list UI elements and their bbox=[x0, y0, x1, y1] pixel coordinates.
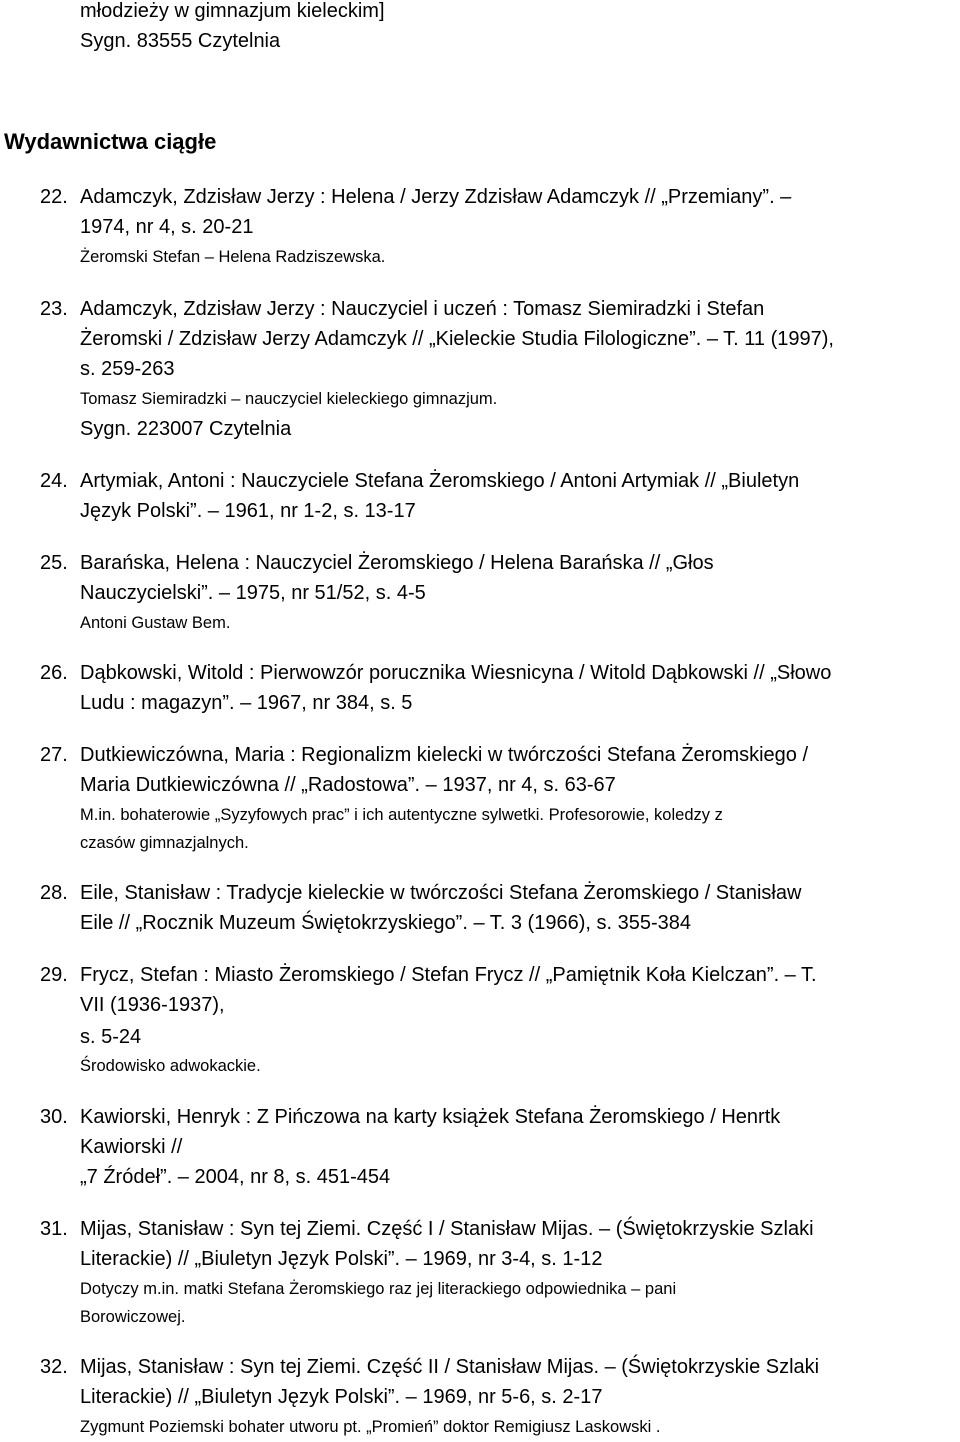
entry-note: Środowisko adwokackie. bbox=[80, 1057, 261, 1075]
entry-line: Adamczyk, Zdzisław Jerzy : Nauczyciel i uczeń : Tomasz Siemiradzki i Stefan bbox=[80, 298, 765, 320]
entry-note: M.in. bohaterowie „Syzyfowych prac” i ich autentyczne sylwetki. Profesorowie, koledzy z bbox=[80, 806, 723, 824]
entry-line: Artymiak, Antoni : Nauczyciele Stefana Żeromskiego / Antoni Artymiak // „Biuletyn bbox=[80, 470, 800, 492]
entry-line: 1974, nr 4, s. 20-21 bbox=[80, 216, 254, 238]
entry-number: 30. bbox=[40, 1106, 68, 1128]
entry-line: Literackie) // „Biuletyn Język Polski”. – 1969, nr 3-4, s. 1-12 bbox=[80, 1248, 603, 1270]
entry-line: „7 Źródeł”. – 2004, nr 8, s. 451-454 bbox=[80, 1166, 391, 1188]
entry-note: czasów gimnazjalnych. bbox=[80, 834, 249, 852]
entry-line: Mijas, Stanisław : Syn tej Ziemi. Część II / Stanisław Mijas. – (Świętokrzyskie Szlaki bbox=[80, 1356, 820, 1378]
entry-line: Żeromski / Zdzisław Jerzy Adamczyk // „Kieleckie Studia Filologiczne”. – T. 11 (1997), bbox=[80, 328, 834, 350]
entry-note: Borowiczowej. bbox=[80, 1308, 186, 1326]
entry-line: Nauczycielski”. – 1975, nr 51/52, s. 4-5 bbox=[80, 582, 426, 604]
intro-call-number: Sygn. 83555 Czytelnia bbox=[80, 30, 281, 52]
entry-number: 26. bbox=[40, 662, 68, 684]
entry-note: Tomasz Siemiradzki – nauczyciel kieleckiego gimnazjum. bbox=[80, 390, 498, 408]
section-title: Wydawnictwa ciągłe bbox=[4, 129, 217, 154]
entry-line: Literackie) // „Biuletyn Język Polski”. – 1969, nr 5-6, s. 2-17 bbox=[80, 1386, 603, 1408]
entry-call-number: Sygn. 223007 Czytelnia bbox=[80, 418, 292, 440]
intro-line: młodzieży w gimnazjum kieleckim] bbox=[80, 0, 385, 22]
entry-line: Barańska, Helena : Nauczyciel Żeromskiego / Helena Barańska // „Głos bbox=[80, 552, 714, 574]
entry-note: Antoni Gustaw Bem. bbox=[80, 614, 231, 632]
entry-line: Eile, Stanisław : Tradycje kieleckie w twórczości Stefana Żeromskiego / Stanisław bbox=[80, 882, 802, 904]
entry-number: 22. bbox=[40, 186, 68, 208]
entry-line: Frycz, Stefan : Miasto Żeromskiego / Stefan Frycz // „Pamiętnik Koła Kielczan”. – T. bbox=[80, 964, 817, 986]
entry-number: 25. bbox=[40, 552, 68, 574]
entry-line: Dąbkowski, Witold : Pierwowzór porucznika Wiesnicyna / Witold Dąbkowski // „Słowo bbox=[80, 662, 832, 684]
entry-line: Adamczyk, Zdzisław Jerzy : Helena / Jerzy Zdzisław Adamczyk // „Przemiany”. – bbox=[80, 186, 792, 208]
entry-line: s. 5-24 bbox=[80, 1026, 142, 1048]
entry-line: Kawiorski // bbox=[80, 1136, 183, 1158]
entry-number: 31. bbox=[40, 1218, 68, 1240]
entry-line: Eile // „Rocznik Muzeum Świętokrzyskiego”. – T. 3 (1966), s. 355-384 bbox=[80, 912, 691, 934]
entry-note: Dotyczy m.in. matki Stefana Żeromskiego raz jej literackiego odpowiednika – pani bbox=[80, 1280, 677, 1298]
entry-line: s. 259-263 bbox=[80, 358, 175, 380]
entry-number: 28. bbox=[40, 882, 68, 904]
entry-number: 23. bbox=[40, 298, 68, 320]
entry-number: 29. bbox=[40, 964, 68, 986]
entry-line: VII (1936-1937), bbox=[80, 994, 225, 1016]
entry-line: Kawiorski, Henryk : Z Pińczowa na karty książek Stefana Żeromskiego / Henrtk bbox=[80, 1106, 781, 1128]
entry-note: Zygmunt Poziemski bohater utworu pt. „Promień” doktor Remigiusz Laskowski . bbox=[80, 1418, 661, 1436]
entry-line: Język Polski”. – 1961, nr 1-2, s. 13-17 bbox=[80, 500, 416, 522]
entry-line: Mijas, Stanisław : Syn tej Ziemi. Część I / Stanisław Mijas. – (Świętokrzyskie Szlaki bbox=[80, 1218, 814, 1240]
entry-line: Dutkiewiczówna, Maria : Regionalizm kielecki w twórczości Stefana Żeromskiego / bbox=[80, 744, 809, 766]
entry-number: 27. bbox=[40, 744, 68, 766]
entry-line: Maria Dutkiewiczówna // „Radostowa”. – 1937, nr 4, s. 63-67 bbox=[80, 774, 616, 796]
entry-line: Ludu : magazyn”. – 1967, nr 384, s. 5 bbox=[80, 692, 413, 714]
entry-number: 32. bbox=[40, 1356, 68, 1378]
entry-number: 24. bbox=[40, 470, 68, 492]
entry-note: Żeromski Stefan – Helena Radziszewska. bbox=[80, 248, 386, 266]
